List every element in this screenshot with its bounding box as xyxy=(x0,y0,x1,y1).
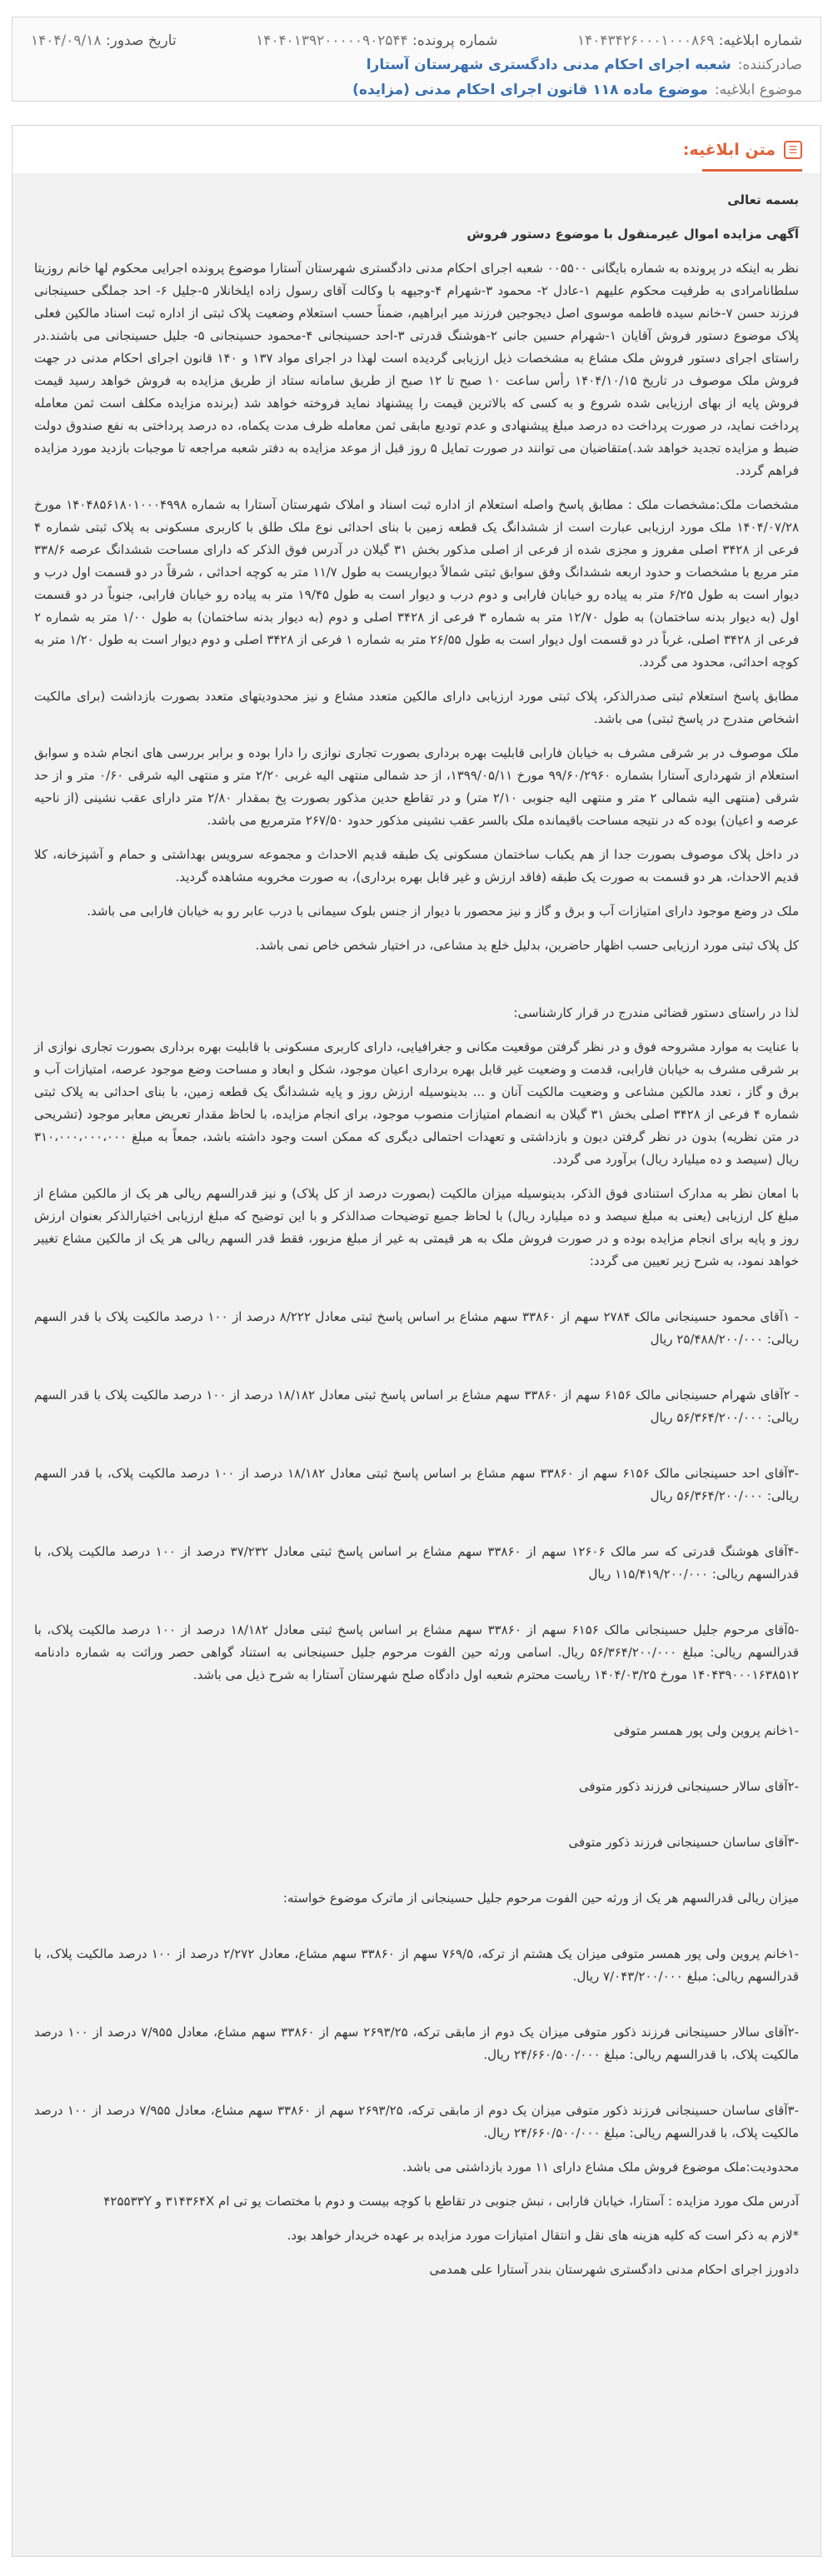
owner-1: - ۱آقای محمود حسینجانی مالک ۲۷۸۴ سهم از ۳۳۸۶۰ سهم مشاع بر اساس پاسخ ثبتی معادل ۸/۲۲۲ درصد از ۱۰۰ درصد مالکیت پلاک با قدر السهم ریالی: ۲۵/۴۸۸/۲۰۰/۰۰۰ ریال xyxy=(34,1309,799,1347)
notice-meta-row xyxy=(31,29,802,52)
heir-share-3: -۳آقای ساسان حسینجانی فرزند ذکور متوفی میزان یک دوم از مابقی ترکه، ۲۶۹۳/۲۵ سهم از ۳۳۸۶۰ سهم مشاع، معادل ۷/۹۵۵ درصد از ۱۰۰ درصد مالکیت پلاک، با قدرالسهم ریالی: مبلغ ۲۴/۶۶۰/۵۰۰/۰۰۰ ریال. xyxy=(34,2103,799,2140)
body-heading xyxy=(12,126,821,174)
issue-date: تاریخ صدور: ۱۴۰۴/۰۹/۱۸ xyxy=(31,32,177,49)
paragraph-valuation: با عنایت به موارد مشروحه فوق و در نظر گرفتن موقعیت مکانی و جغرافیایی، دارای کاربری مسکونی با قابلیت بهره برداری بصورت تجاری نوازی از بر شرقی مشرف به خیابان فارابی، قدمت و وضعیت غیر قابل بهره برداری اعیان موجود، شکل و ابعاد و مساحت وضع موجود عرصه، امتیازات آب و برق و گاز ، تعدد مالکین مشاعی و وضعیت مالکیت آنان و ... بدینوسیله ارزش روز و پایه ششدانگ یک قطعه زمین، با بنای احداثی به پلاک ثبتی شماره ۴ فرعی از ۳۴۲۸ اصلی بخش ۳۱ گیلان به انضمام امتیازات منصوب موجود، برای انجام مزایده، با لحاظ مقدار تعریض معابر موجود (تشریحی در متن نظریه) بدون در نظر گرفتن دیون و بازداشتی و تعهدات احتمالی دیگری که ممکن است وجود داشته باشد، جمعاً به مبلغ ۳۱۰،۰۰۰،۰۰۰،۰۰۰ ریال (سیصد و ده میلیارد ریال) برآورد می گردد. xyxy=(34,1039,799,1167)
paragraph-buildings: در داخل پلاک موصوف بصورت جدا از هم یکباب ساختمان مسکونی یک طبقه قدیم الاحداث و مجموعه سرویس بهداشتی و حمام و آشپزخانه، کلا قدیم الاحداث، هر دو قسمت به صورت یک طبقه (فاقد ارزش و غیر قابل بهره برداری)، به صورت مخروبه مشاهده گردید. xyxy=(34,847,799,884)
paragraph-property: مشخصات ملک:مشخصات ملک : مطابق پاسخ واصله استعلام از اداره ثبت اسناد و املاک شهرستان آستارا به شماره ۱۴۰۴۸۵۶۱۸۰۱۰۰۰۴۹۹۸ مورخ ۱۴۰۴/۰۷/۲۸ ملک مورد ارزیابی عبارت است از ششدانگ یک قطعه زمین با بنای احداثی نوع ملک طلق با کاربری مسکونی به پلاک ثبتی شماره ۴ فرعی از ۳۴۲۸ اصلی مفروز و مجزی شده از فرعی از اصلی مذکور بخش ۳۱ گیلان در آدرس فوق الذکر که دارای مساحت ششدانگ عرصه ۳۳۸/۶ متر مربع با مشخصات و حدود اربعه ششدانگ وفق سوابق ثبتی شمالاً دیواریست به طول ۱۱/۷ متر به کوچه احداثی ، شرقاً در دو قسمت اول درب و دیوار است به طول ۶/۲۵ متر به پیاده رو خیابان فارابی و دوم درب و دیوار است به طول ۱۹/۴۵ متر به پیاده رو خیابان فارابی، جنوباً در دو قسمت اول (به دیوار بدنه ساختمان) به طول ۱۲/۷۰ متر به شماره ۳ فرعی از ۳۴۲۸ اصلی و دوم (به دیوار بدنه ساختمان) به طول ۱/۰۰ متر به شماره ۲ فرعی از ۳۴۲۸ اصلی، غرباً در دو قسمت اول دیوار است به طول ۲۶/۵۵ متر به شماره ۱ فرعی از ۳۴۲۸ اصلی و دوم دیوار است به طول ۱/۲۰ متر به کوچه احداثی، محدود می گردد. xyxy=(34,497,800,670)
paragraph-shares: با امعان نظر به مدارک استنادی فوق الذکر، بدینوسیله میزان مالکیت (بصورت درصد از کل پلاک) و نیز قدرالسهم ریالی هر یک از مالکین مشاع از مبلغ کل ارزیابی (یعنی به مبلغ سیصد و ده میلیارد ریال) با لحاظ جمیع توضیحات صدالذکر و با این توضیح که مبلغ ارزیابی اختیارالذکر بعنوان ارزش روز و پایه برای انجام مزایده بوده و در صورت فروش ملک به هر قیمتی به غیر از مبلغ مزبور، فقط قدر السهم ریالی هر یک از مالکین مشاع تغییر خواهد نمود، به شرح زیر تعیین می گردد: xyxy=(34,1186,799,1268)
paragraph-signature: دادورز اجرای احکام مدنی دادگستری شهرستان بندر آستارا علی همدمی xyxy=(429,2262,799,2277)
heir-share-2: -۲آقای سالار حسینجانی فرزند ذکور متوفی میزان یک دوم از مابقی ترکه، ۲۶۹۳/۲۵ سهم از ۳۳۸۶۰ سهم مشاع، معادل ۷/۹۵۵ درصد از ۱۰۰ درصد مالکیت پلاک، با قدرالسهم ریالی: مبلغ ۲۴/۶۶۰/۵۰۰/۰۰۰ ریال. xyxy=(34,2025,799,2062)
body-title: متن ابلاغیه: xyxy=(682,140,776,159)
notice-body xyxy=(12,125,821,2557)
document-icon: ☰ xyxy=(784,141,802,159)
heir-2: -۲آقای سالار حسینجانی فرزند ذکور متوفی xyxy=(578,1779,799,1794)
paragraph-registry: مطابق پاسخ استعلام ثبتی صدرالذکر، پلاک ثبتی مورد ارزیابی دارای مالکین متعدد مشاع و نیز محدودیتهای متعدد بصورت بازداشت (برای مالکیت اشخاص مندرج در پاسخ ثبتی) می باشد. xyxy=(34,689,799,726)
issuer-name: شعبه اجرای احکام مدنی دادگستری شهرستان آستارا xyxy=(366,57,731,73)
notice-number: شماره ابلاغیه: ۱۴۰۴۳۴۲۶۰۰۰۱۰۰۰۸۶۹ xyxy=(577,32,802,49)
paragraph-intro: نظر به اینکه در پرونده به شماره بایگانی ۰۰۵۵۰۰ شعبه اجرای احکام مدنی دادگستری شهرستان آستارا موضوع پرونده اجرایی محکوم لها خانم روزیتا سلطانامرادی به طرفیت محکوم علیهم ۱-عادل ۲- محمود ۳-شهرام ۴-وجیهه با وکالت آقای رسول زاده ایلخانلار ۵-جلیل ۶- احد جملگی حسینجانی فرزند حسن ۷-خانم سیده فاطمه موسوی اصل دیجوجین فرزند میر ابراهیم، ضمناً حسب استعلام وضعیت پلاک ثبتی از اداره ثبت اسناد مالکین فعلی پلاک موضوع دستور فروش آقایان ۱-شهرام حسین جانی ۲-هوشنگ قدرتی ۳-احد حسینجانی ۴-محمود حسینجانی ۵- جلیل حسینجانی می باشند.در راستای اجرای دستور فروش ملک مشاع به مشخصات ذیل ارزیابی گردیده است لهذا در اجرای مواد ۱۳۷ و ۱۴۰ قانون اجرای احکام مدنی در جهت فروش ملک موصوف در تاریخ ۱۴۰۴/۱۰/۱۵ رأس ساعت ۱۰ صبح تا ۱۲ صبح از طریق سامانه ستاد از طریق مزایده به فروش خواهد رسید قیمت فروش پایه از بهای ارزیابی شده شروع و به کسی که بالاترین قیمت را پیشنهاد نماید فروخته خواهد شد (برنده مزایده مکلف است ثمن معامله پرداخت نماید، در صورت پرداخت ده درصد مبلغ پیشنهادی و عدم تودیع مابقی ثمن معامله ظرف مدت یکماه، ده درصد پرداختی به نفع صندوق دولت ضبط و مزایده تجدید خواهد شد.)متقاضیان می توانند در صورت تمایل ۵ روز قبل از موعد مزایده به دفتر شعبه مراجعه تا موجبات بازدید مورد مزایده فراهم گردد. xyxy=(34,261,800,478)
paragraph-restrictions: محدودیت:ملک موضوع فروش ملک مشاع دارای ۱۱ مورد بازداشتی می باشد. xyxy=(402,2160,799,2175)
owner-5: -۵آقای مرحوم جلیل حسینجانی مالک ۶۱۵۶ سهم از ۳۳۸۶۰ سهم مشاع بر اساس پاسخ ثبتی معادل ۱۸/۱۸۲ درصد از ۱۰۰ درصد مالکیت پلاک، با قدرالسهم ریالی: مبلغ ۵۶/۳۶۴/۲۰۰/۰۰۰ ریال. اسامی ورثه حین الفوت مرحوم جلیل حسینجانی به استناد گواهی حصر وراثت به شماره دادنامه ۱۴۰۴۳۹۰۰۰۱۶۳۸۵۱۲ مورخ ۱۴۰۴/۰۳/۲۵ ریاست محترم شعبه اول دادگاه صلح شهرستان آستارا به شرح ذیل می باشد. xyxy=(34,1622,800,1682)
owner-3: -۳آقای احد حسینجانی مالک ۶۱۵۶ سهم از ۳۳۸۶۰ سهم مشاع بر اساس پاسخ ثبتی معادل ۱۸/۱۸۲ درصد از ۱۰۰ درصد مالکیت پلاک، با قدر السهم ریالی: ۵۶/۳۶۴/۲۰۰/۰۰۰ ریال xyxy=(34,1466,800,1503)
issuer-line: صادرکننده: شعبه اجرای احکام مدنی دادگستری شهرستان آستارا xyxy=(366,57,802,73)
subject-text: موضوع ماده ۱۱۸ قانون اجرای احکام مدنی (مزایده) xyxy=(352,82,708,98)
notice-text xyxy=(12,174,821,2556)
notice-header xyxy=(12,17,821,102)
paragraph-basmala: بسمه تعالی xyxy=(727,192,799,207)
heir-1: -۱خانم پروین ولی پور همسر متوفی xyxy=(613,1723,799,1738)
paragraph-utilities: ملک در وضع موجود دارای امتیازات آب و برق و گاز و نیز محصور با دیوار از جنس بلوک سیمانی با درب عابر رو به خیابان فارابی می باشد. xyxy=(87,904,799,919)
title-underline xyxy=(702,169,802,172)
case-number: شماره پرونده: ۱۴۰۴۰۱۳۹۲۰۰۰۰۰۹۰۲۵۴۴ xyxy=(256,32,498,49)
paragraph-setback: ملک موصوف در بر شرقی مشرف به خیابان فارابی قابلیت بهره برداری بصورت تجاری نوازی را دارا بوده و برابر بررسی های انجام شده و سوابق استعلام از شهرداری آستارا بشماره ۹۹/۶۰/۲۹۶۰ مورخ ۱۳۹۹/۰۵/۱۱، از حد شمالی منتهی الیه غربی ۲/۲۰ متر و منتهی الیه شرقی ۰/۶۰ متر و از حد شرقی (منتهی الیه شمالی ۲ متر و منتهی الیه جنوبی ۲/۱۰ متر) و در تقاطع حدین مذکور بصورت پخ بمقدار ۲/۸۰ متر دارای عقب نشینی (از ناحیه عرصه و اعیان) بوده که در نتیجه مساحت باقیمانده ملک بالسر عقب نشینی مذکور حدود ۲۶۷/۵۰ مترمربع می باشد. xyxy=(34,745,799,828)
paragraph-address: آدرس ملک مورد مزایده : آستارا، خیابان فارابی ، نبش جنوبی در تقاطع با کوچه بیست و دوم با مختصات یو تی ام ۳۱۴۳۶۴X و ۴۲۵۵۳۳Y xyxy=(103,2194,799,2209)
subject-line: موضوع ابلاغیه: موضوع ماده ۱۱۸ قانون اجرای احکام مدنی (مزایده) xyxy=(352,82,802,98)
paragraph-expert-order: لذا در راستای دستور قضائی مندرج در قرار کارشناسی: xyxy=(513,1005,799,1020)
heirs-share-heading: میزان ریالی قدرالسهم هر یک از ورثه حین الفوت مرحوم جلیل حسینجانی از ماترک موضوع خواسته: xyxy=(282,1891,799,1906)
owner-2: - ۲آقای شهرام حسینجانی مالک ۶۱۵۶ سهم از ۳۳۸۶۰ سهم مشاع بر اساس پاسخ ثبتی معادل ۱۸/۱۸۲ درصد از ۱۰۰ درصد مالکیت پلاک با قدر السهم ریالی: ۵۶/۳۶۴/۲۰۰/۰۰۰ ریال xyxy=(34,1388,799,1425)
paragraph-possession: کل پلاک ثبتی مورد ارزیابی حسب اظهار حاضرین، بدلیل خلع ید مشاعی، در اختیار شخص خاص نمی باشد. xyxy=(255,938,799,953)
paragraph-fees-note: *لازم به ذکر است که کلیه هزینه های نقل و انتقال امتیازات مورد مزایده بر عهده خریدار خواهد بود. xyxy=(287,2228,799,2243)
owner-4: -۴آقای هوشنگ قدرتی که سر مالک ۱۲۶۰۶ سهم از ۳۳۸۶۰ سهم مشاع بر اساس پاسخ ثبتی معادل ۳۷/۲۳۲ درصد از ۱۰۰ درصد مالکیت پلاک، با قدرالسهم ریالی: ۱۱۵/۴۱۹/۲۰۰/۰۰۰ ریال xyxy=(34,1544,800,1582)
paragraph-heading: آگهی مزایده اموال غیرمنقول با موضوع دستور فروش xyxy=(466,227,799,242)
heir-3: -۳آقای ساسان حسینجانی فرزند ذکور متوفی xyxy=(568,1835,799,1850)
heir-share-1: -۱خانم پروین ولی پور همسر متوفی میزان یک هشتم از ترکه، ۷۶۹/۵ سهم از ۳۳۸۶۰ سهم مشاع، معادل ۲/۲۷۲ درصد از ۱۰۰ درصد مالکیت پلاک، با قدرالسهم ریالی: مبلغ ۷/۰۴۳/۲۰۰/۰۰۰ ریال. xyxy=(34,1946,799,1984)
